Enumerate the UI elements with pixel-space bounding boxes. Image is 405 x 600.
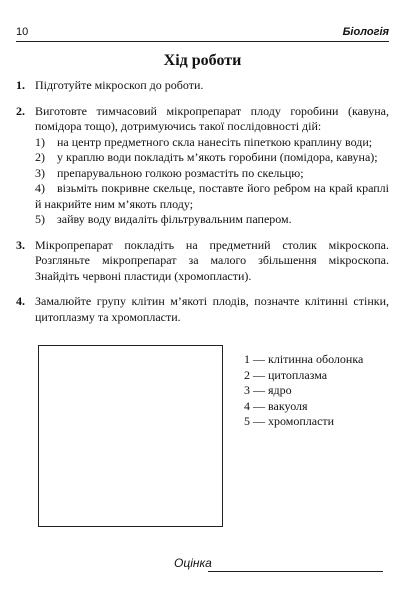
task-text: Виготовте тимчасовий мікропрепарат плоду горобини (кавуна, помідора тощо), дотримуючись такої послідовності дій: <box>35 103 389 133</box>
task-list <box>16 78 389 335</box>
task-number: 2. <box>16 103 25 118</box>
step-number: 2) <box>35 150 45 164</box>
step-number: 3) <box>35 165 45 180</box>
step-text: у краплю води покладіть м’якоть горобини (помідора, кавуна); <box>57 150 378 164</box>
step-item <box>35 166 389 182</box>
step-number: 4) <box>35 181 45 195</box>
task-item-1 <box>16 78 389 94</box>
header-divider <box>16 41 389 42</box>
step-text: на центр предметного скла нанесіть піпеткою краплину води; <box>57 134 373 149</box>
step-number: 5) <box>35 212 45 226</box>
drawing-area[interactable] <box>38 345 223 527</box>
legend-item: 2 — цитоплазма <box>244 367 328 382</box>
drawing-legend <box>244 352 363 430</box>
procedure-steps <box>35 135 389 228</box>
grade-input-line[interactable] <box>208 571 383 572</box>
step-item <box>35 181 389 212</box>
page-header <box>16 24 389 42</box>
task-text: Підготуйте мікроскоп до роботи. <box>35 78 204 92</box>
task-text: Замалюйте групу клітин м’якоті плодів, позначте клітинні стінки, цитоплазму та хромопласти. <box>35 294 389 324</box>
step-item <box>35 135 389 151</box>
step-item <box>35 212 389 228</box>
legend-item: 1 — клітинна оболонка <box>244 352 364 366</box>
page-number: 10 <box>16 26 29 38</box>
section-title: Хід роботи <box>163 52 242 69</box>
step-text: препарувальною голкою розмастіть по скельцю; <box>57 165 304 180</box>
step-number: 1) <box>35 134 45 149</box>
step-text: візьміть покривне скельце, поставте його ребром на край краплі й накрийте ним м’якоть плоду; <box>35 181 389 211</box>
subject-title: Біологія <box>342 26 389 38</box>
task-item-2 <box>16 104 389 228</box>
task-item-3 <box>16 238 389 285</box>
task-number: 1. <box>16 78 25 92</box>
task-number: 4. <box>16 294 25 308</box>
step-item <box>35 150 389 166</box>
grade-label: Оцінка <box>174 556 212 570</box>
task-number: 3. <box>16 237 25 252</box>
legend-item: 4 — вакуоля <box>244 398 308 413</box>
legend-item: 3 — ядро <box>244 383 292 397</box>
step-text: зайву воду видаліть фільтрувальним папером. <box>57 212 292 226</box>
task-item-4 <box>16 294 389 325</box>
task-text: Мікропрепарат покладіть на предметний столик мікроскопа. Розгляньте мікропрепарат за малого збільшення мікроскопа. Знайдіть червоні пластиди (хромопласти). <box>35 237 389 283</box>
legend-item: 5 — хромопласти <box>244 414 335 428</box>
